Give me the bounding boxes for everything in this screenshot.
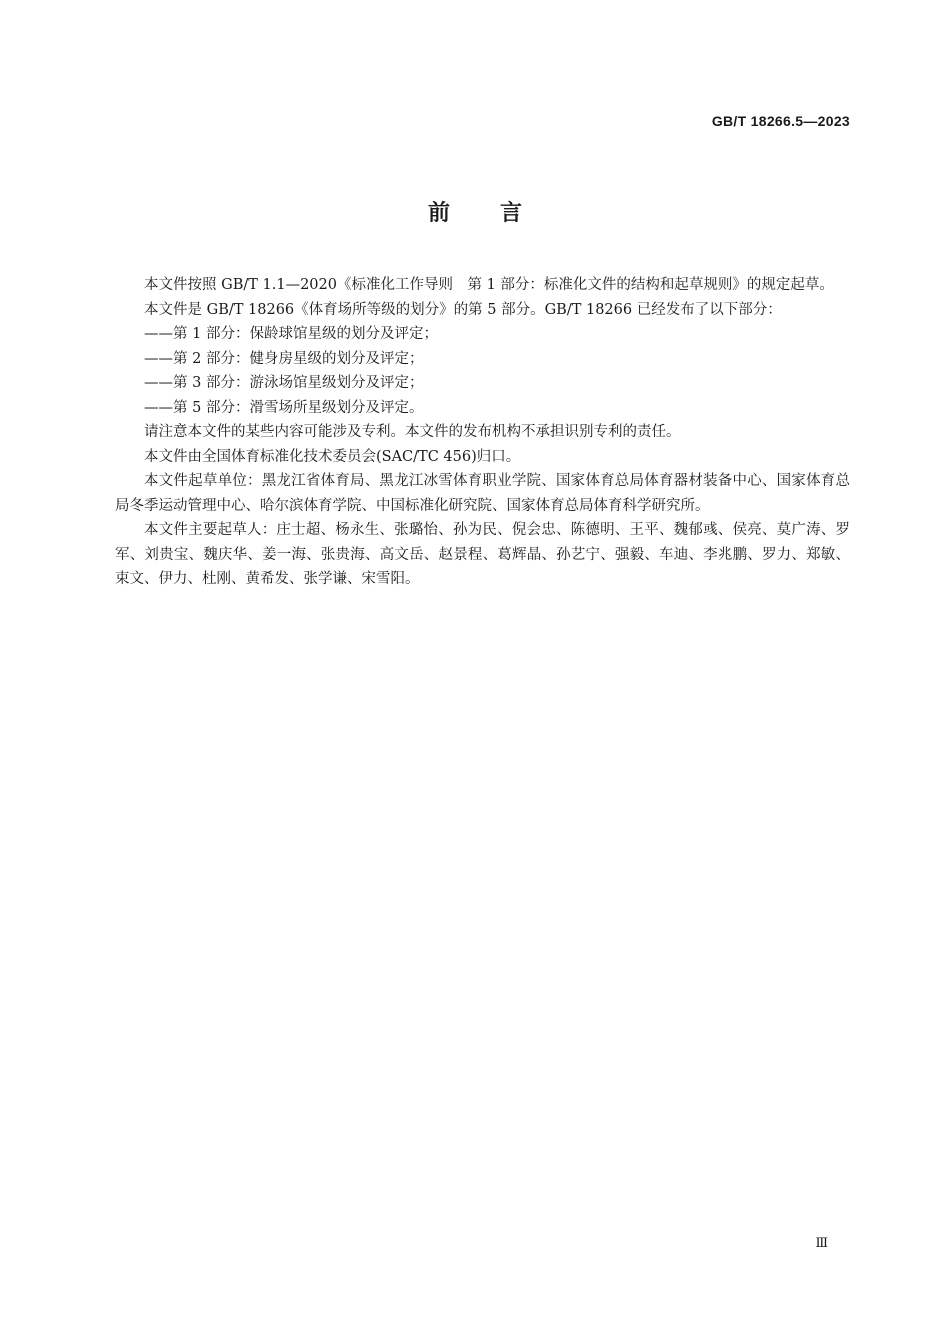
page-title	[0, 196, 950, 227]
paragraph-drafting-units: 本文件起草单位：黑龙江省体育局、黑龙江冰雪体育职业学院、国家体育总局体育器材装备中心、国家体育总局冬季运动管理中心、哈尔滨体育学院、中国标准化研究院、国家体育总局体育科学研究所。	[115, 473, 850, 514]
list-item-part-5: ——第 5 部分：滑雪场所星级划分及评定。	[144, 399, 424, 416]
paragraph-series-intro: 本文件是 GB/T 18266《体育场所等级的划分》的第 5 部分。GB/T 18266 已经发布了以下部分：	[144, 301, 782, 318]
paragraph-drafters: 本文件主要起草人：庄士超、杨永生、张璐怡、孙为民、倪会忠、陈德明、王平、魏郁彧、侯亮、莫广涛、罗军、刘贵宝、魏庆华、姜一海、张贵海、高文岳、赵景程、葛辉晶、孙艺宁、强毅、车迪、李兆鹏、罗力、郑敏、束文、伊力、杜刚、黄希发、张学谦、宋雪阳。	[115, 522, 850, 587]
paragraph-committee: 本文件由全国体育标准化技术委员会(SAC/TC 456)归口。	[144, 448, 521, 465]
paragraph-drafting-basis: 本文件按照 GB/T 1.1—2020《标准化工作导则 第 1 部分：标准化文件的结构和起草规则》的规定起草。	[144, 277, 834, 293]
paragraph-patent-notice: 请注意本文件的某些内容可能涉及专利。本文件的发布机构不承担识别专利的责任。	[144, 424, 681, 440]
page-number: Ⅲ	[815, 1236, 828, 1251]
title-char-1: 前	[427, 201, 450, 226]
list-item-part-3: ——第 3 部分：游泳场馆星级划分及评定；	[144, 375, 424, 391]
document-code: GB/T 18266.5—2023	[711, 113, 850, 129]
foreword-body	[115, 273, 850, 592]
title-char-2: 言	[500, 201, 523, 226]
list-item-part-2: ——第 2 部分：健身房星级的划分及评定；	[144, 350, 424, 367]
list-item-part-1: ——第 1 部分：保龄球馆星级的划分及评定；	[144, 326, 438, 342]
